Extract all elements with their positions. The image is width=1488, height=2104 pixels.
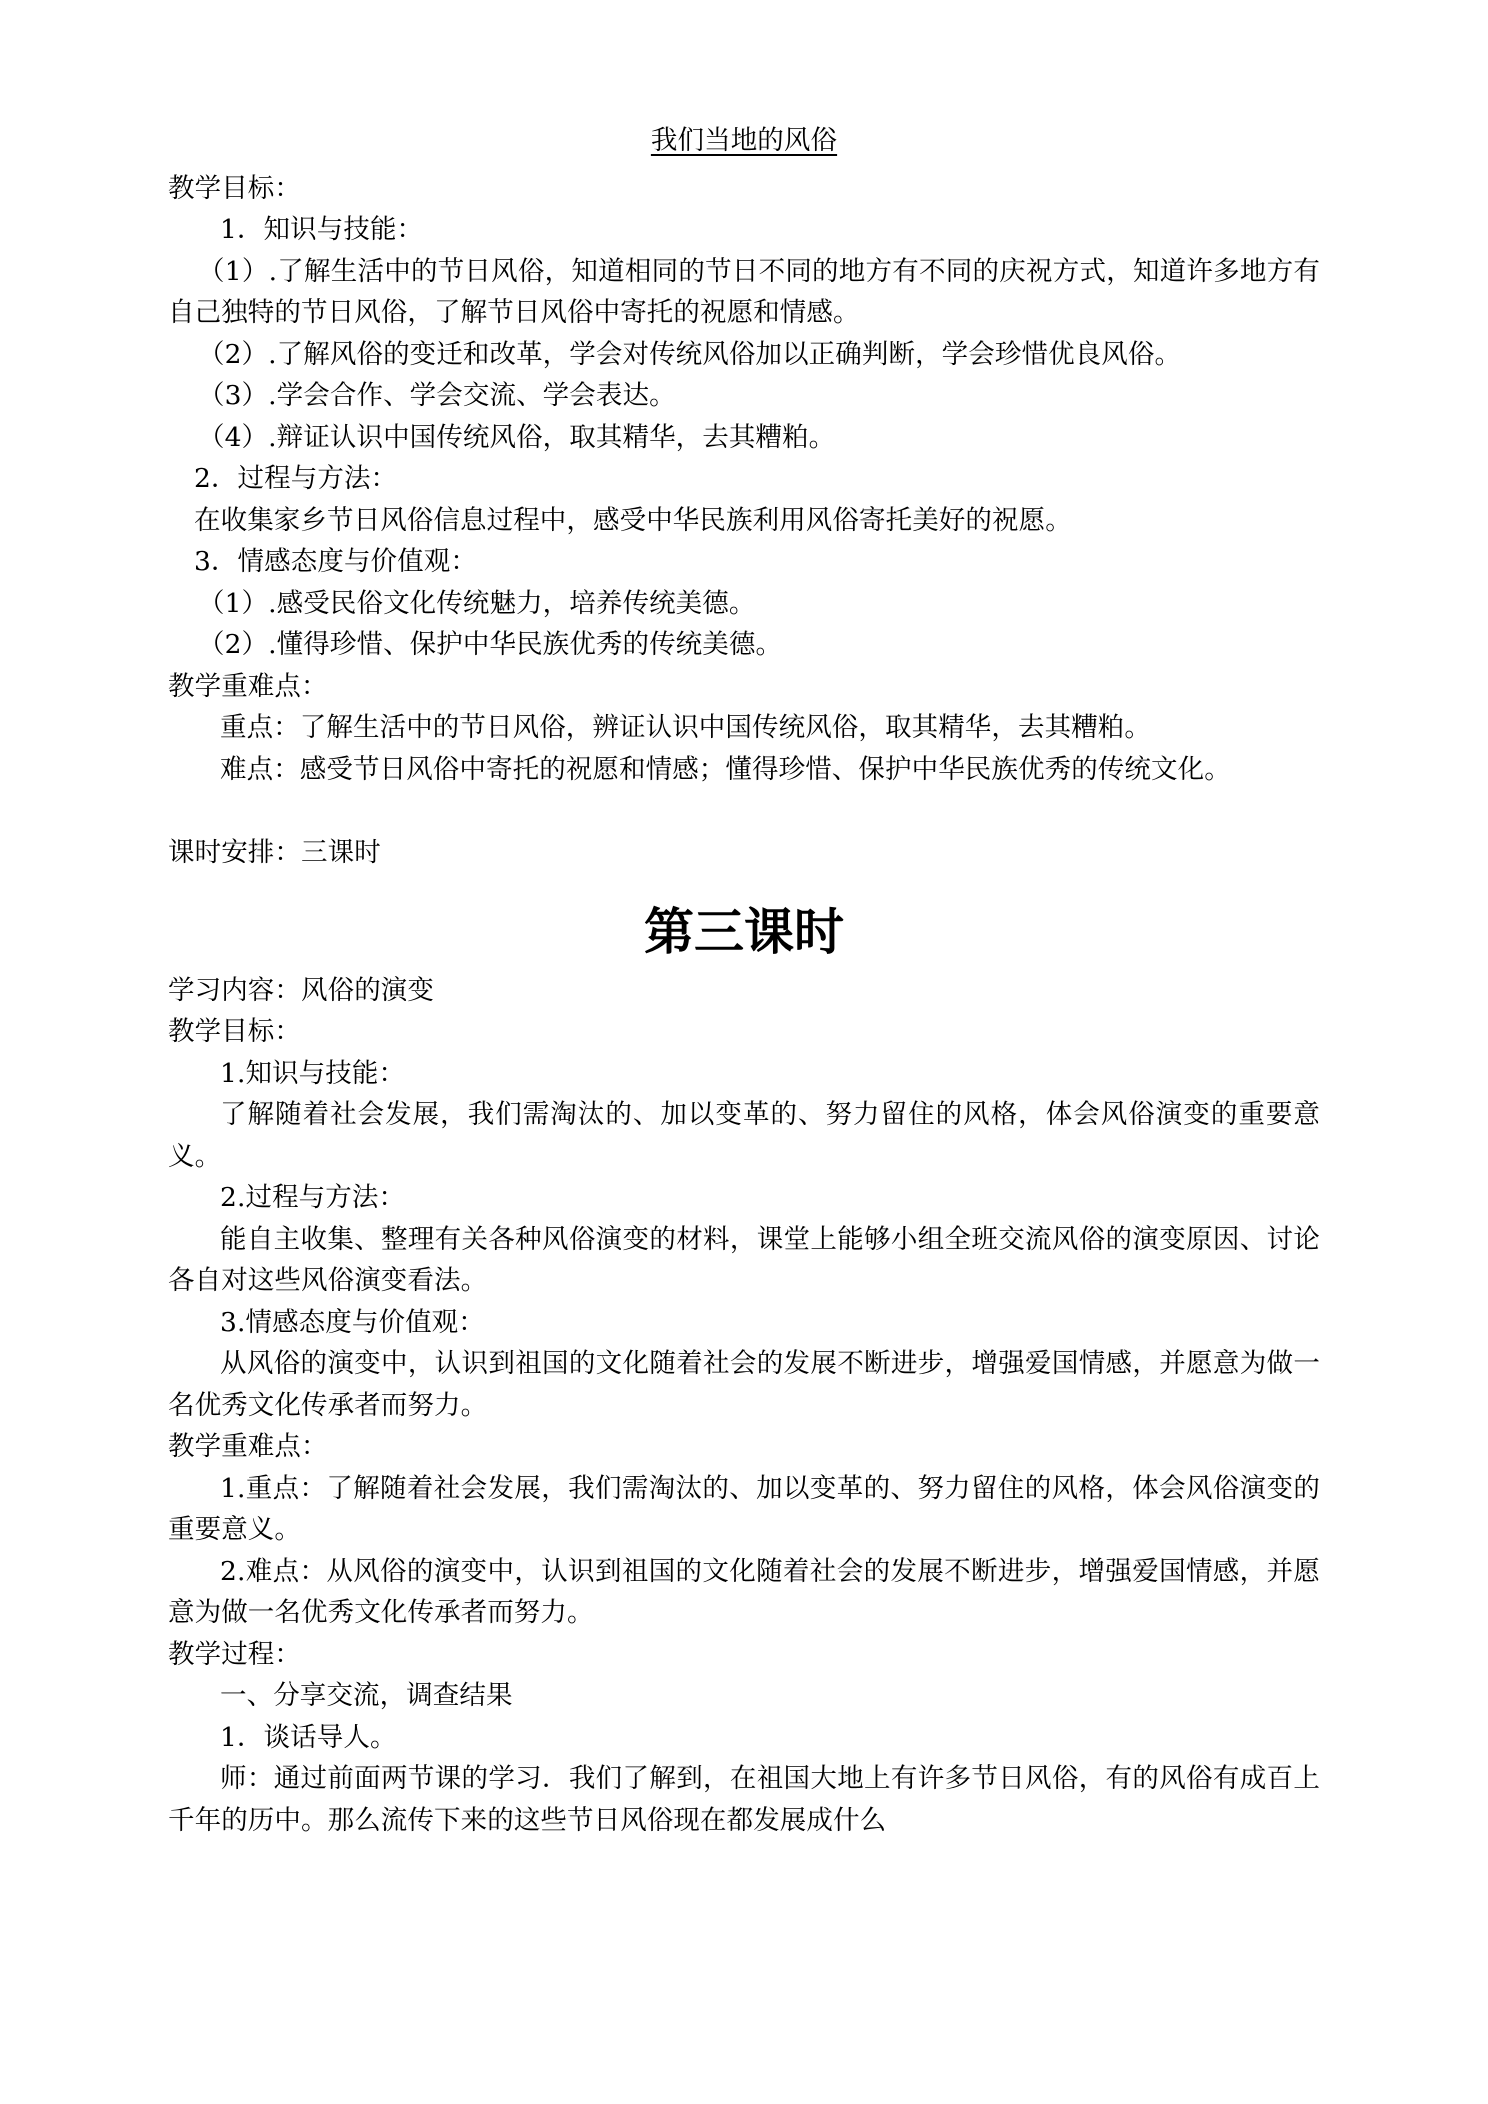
lesson3-key-point: 1.重点：了解随着社会发展，我们需淘汰的、加以变革的、努力留住的风格，体会风俗演变的重要意义。 xyxy=(168,1472,1320,1545)
unit-key-difficulty-heading: 教学重难点： xyxy=(168,670,328,702)
unit-difficult-point: 难点：感受节日风俗中寄托的祝愿和情感；懂得珍惜、保护中华民族优秀的传统文化。 xyxy=(220,753,1231,785)
lesson3-teacher-line: 师：通过前面两节课的学习．我们了解到，在祖国大地上有许多节日风俗，有的风俗有成百上千年的历中。那么流传下来的这些节日风俗现在都发展成什么 xyxy=(168,1763,1320,1836)
lesson3-process-heading: 教学过程： xyxy=(168,1638,301,1670)
unit-key-point: 重点：了解生活中的节日风俗，辨证认识中国传统风俗，取其精华，去其糟粕。 xyxy=(220,712,1151,743)
lesson3-goal-2-heading: 2.过程与方法： xyxy=(220,1182,406,1213)
document-title-text: 我们当地的风俗 xyxy=(650,125,838,156)
unit-goal-1-item-2: （2）.了解风俗的变迁和改革，学会对传统风俗加以正确判断，学会珍惜优良风俗。 xyxy=(198,338,1182,370)
section-spacer xyxy=(168,790,1320,832)
unit-goals-heading: 教学目标： xyxy=(168,172,301,204)
unit-goal-1-heading: 1．知识与技能： xyxy=(220,214,424,245)
lesson3-step-one-item: 1．谈话导人。 xyxy=(220,1721,397,1753)
lesson3-goal-3-heading: 3.情感态度与价值观： xyxy=(220,1306,485,1338)
lesson3-key-difficulty-heading: 教学重难点： xyxy=(168,1431,328,1462)
document-body xyxy=(168,120,1320,1841)
unit-goal-3-heading: 3．情感态度与价值观： xyxy=(194,546,477,577)
lesson3-goal-1-body: 了解随着社会发展，我们需淘汰的、加以变革的、努力留住的风格，体会风俗演变的重要意义。 xyxy=(168,1099,1320,1172)
heading-spacer xyxy=(168,874,1320,894)
lesson3-goal-1-heading: 1.知识与技能： xyxy=(220,1057,406,1089)
unit-goal-1-item-3: （3）.学会合作、学会交流、学会表达。 xyxy=(198,380,676,411)
lesson3-difficult-point: 2.难点：从风俗的演变中，认识到祖国的文化随着社会的发展不断进步，增强爱国情感，并愿意为做一名优秀文化传承者而努力。 xyxy=(168,1555,1320,1628)
unit-goal-1-item-1: （1）.了解生活中的节日风俗，知道相同的节日不同的地方有不同的庆祝方式，知道许多地方有自己独特的节日风俗，了解节日风俗中寄托的祝愿和情感。 xyxy=(168,255,1320,328)
document-title xyxy=(168,120,1320,162)
unit-goal-3-item-2: （2）.懂得珍惜、保护中华民族优秀的传统美德。 xyxy=(198,629,783,660)
unit-goal-2-body: 在收集家乡节日风俗信息过程中，感受中华民族利用风俗寄托美好的祝愿。 xyxy=(194,504,1072,536)
lesson3-step-one: 一、分享交流，调查结果 xyxy=(220,1680,513,1711)
lesson-schedule: 课时安排：三课时 xyxy=(168,837,381,868)
unit-goal-2-heading: 2．过程与方法： xyxy=(194,463,398,494)
lesson3-heading: 第三课时 xyxy=(644,901,844,961)
lesson3-goal-2-body: 能自主收集、整理有关各种风俗演变的材料，课堂上能够小组全班交流风俗的演变原因、讨论各自对这些风俗演变看法。 xyxy=(168,1223,1320,1296)
lesson3-study-content: 学习内容：风俗的演变 xyxy=(168,974,434,1006)
unit-goal-1-item-4: （4）.辩证认识中国传统风俗，取其精华，去其糟粕。 xyxy=(198,421,836,453)
lesson3-goals-heading: 教学目标： xyxy=(168,1016,301,1047)
lesson3-goal-3-body: 从风俗的演变中，认识到祖国的文化随着社会的发展不断进步，增强爱国情感，并愿意为做一名优秀文化传承者而努力。 xyxy=(168,1348,1320,1421)
unit-goal-3-item-1: （1）.感受民俗文化传统魅力，培养传统美德。 xyxy=(198,587,756,619)
